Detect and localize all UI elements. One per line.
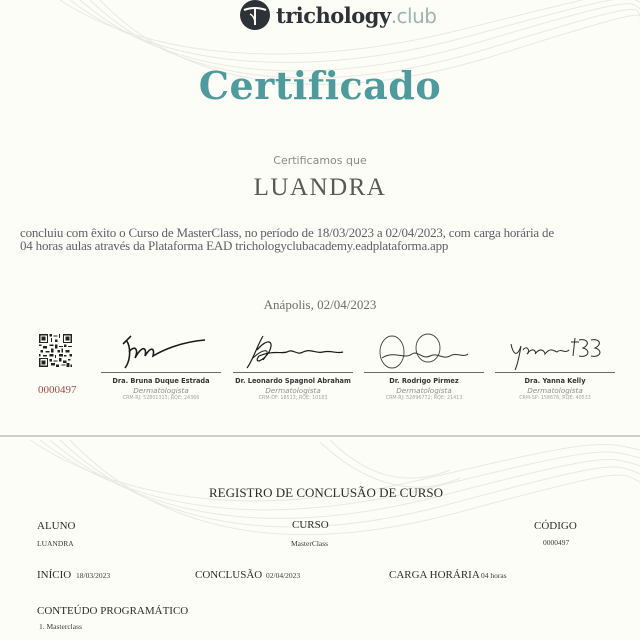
certificate-title: Certificado	[198, 63, 442, 108]
end-label: CONCLUSÃO	[195, 569, 263, 581]
hours-value: 04 horas	[481, 571, 507, 580]
verification-code: 0000497	[38, 384, 77, 396]
signature-line	[233, 372, 353, 373]
signature-2-icon	[233, 330, 353, 370]
signature-line	[101, 372, 221, 373]
certify-intro: Certificamos que	[273, 154, 367, 167]
course-label: CURSO	[292, 519, 329, 531]
signatory-name: Dra. Bruna Duque Estrada	[112, 377, 210, 385]
signature-3-icon	[364, 330, 484, 370]
signature-block-4	[495, 330, 615, 401]
certificate-body	[20, 226, 630, 252]
signatory-registration: CRM-SP: 158676; RQE: 40533	[519, 396, 591, 401]
signatory-role: Dermatologista	[265, 386, 321, 395]
signatory-registration: CRM-RJ: 52896772; RQE: 21413	[385, 396, 463, 401]
signatory-registration: CRM-RJ: 52801313; RQE: 24366	[122, 396, 200, 401]
signature-block-3	[364, 330, 484, 401]
signature-block-1	[101, 330, 221, 401]
signature-line	[495, 372, 615, 373]
signature-line	[364, 372, 484, 373]
code-value: 0000497	[543, 538, 570, 547]
signatory-registration: CRM-DF: 18513; RQE: 10183	[258, 396, 328, 401]
hours-label: CARGA HORÁRIA	[389, 569, 480, 581]
brand-name: trichology.club	[276, 2, 437, 28]
start-label: INÍCIO	[37, 569, 72, 581]
signatory-name: Dr. Leonardo Spagnol Abraham	[235, 377, 351, 385]
signature-block-2	[233, 330, 353, 401]
signatory-role: Dermatologista	[396, 386, 452, 395]
signatory-role: Dermatologista	[133, 386, 189, 395]
student-value: LUANDRA	[37, 539, 74, 548]
end-value: 02/04/2023	[266, 571, 301, 580]
signatory-name: Dr. Rodrigo Pirmez	[389, 377, 459, 385]
qr-code-icon[interactable]	[39, 334, 72, 367]
course-value: MasterClass	[291, 539, 329, 548]
brand-logo	[240, 0, 436, 30]
signature-1-icon	[101, 330, 221, 370]
place-and-date: Anápolis, 02/04/2023	[263, 297, 377, 312]
trichology-logo-icon	[240, 0, 270, 30]
registry-title: REGISTRO DE CONCLUSÃO DE CURSO	[208, 485, 444, 500]
start-value: 18/03/2023	[76, 571, 111, 580]
student-name: LUANDRA	[253, 174, 387, 201]
signatory-name: Dra. Yanna Kelly	[524, 377, 586, 385]
signature-4-icon	[495, 330, 615, 370]
syllabus-label: CONTEÚDO PROGRAMÁTICO	[37, 605, 189, 617]
syllabus-item: 1. Masterclass	[39, 622, 82, 631]
certificate-body-line-1: concluiu com êxito o Curso de MasterClass, no período de 18/03/2023 a 02/04/2023, com carga horária de	[20, 225, 554, 240]
student-label: ALUNO	[37, 520, 76, 532]
certificate-body-line-2: 04 horas aulas através da Plataforma EAD trichologyclubacademy.eadplataforma.app	[20, 238, 449, 253]
section-divider	[0, 435, 640, 437]
signatory-role: Dermatologista	[527, 386, 583, 395]
code-label: CÓDIGO	[534, 520, 577, 532]
